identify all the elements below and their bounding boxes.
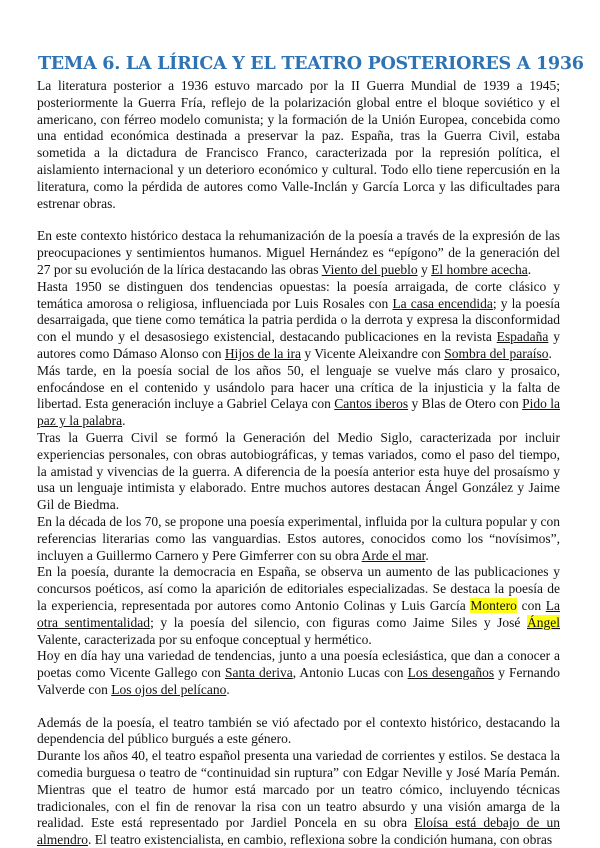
work-title: La casa encendida [392,295,493,311]
paragraph-democracia [37,564,560,648]
paragraph-medio-siglo [37,430,560,514]
text-segment: Hasta 1950 se distinguen dos tendencias opuestas: la poesía arraigada, de corte clásico y temática amorosa o religiosa, influenciada por Luis Rosales con [37,278,560,311]
text-segment: . [226,681,230,697]
text-segment: , Antonio Lucas con [292,665,408,681]
paragraph-tendencias-actuales [37,648,560,698]
paragraph-context-historico [37,78,560,212]
work-title: Los desengaños [407,665,495,681]
text-segment: y Vicente Aleixandre con [300,345,445,361]
text-segment: . El teatro existencialista, en cambio, reflexiona sobre la condición humana, con obras [87,832,553,848]
paragraph-poesia-arraigada [37,279,560,363]
text-segment: En la década de los 70, se propone una poesía experimental, influida por la cultura popular y con referencias literarias como las vanguardias. Estos autores, conocidos como los “novísimos”, incluyen a Guillermo Carnero y Pere Gimferrer con su obra [37,513,560,563]
text-segment: . [548,345,552,361]
text-segment: Además de la poesía, el teatro también se vió afectado por el contexto histórico, destacando la dependencia del público burgués a este género. [37,714,560,747]
text-segment: y autores como Dámaso Alonso con [37,329,561,361]
paragraph-novisimos [37,514,560,564]
work-title: Viento del pueblo [321,261,418,277]
paragraph-rehumanizacion [37,228,560,278]
work-title: Arde el mar [361,547,426,563]
paragraph-poesia-social [37,363,560,430]
text-segment: ; y la poesía del silencio, con figuras como Jaime Siles y José [150,614,527,630]
work-title: Sombra del paraíso [444,345,549,361]
text-segment: Hoy en día hay una variedad de tendencias, junto a una poesía eclesiástica, que dan a conocer a poetas como Vicente Gallego con [37,648,560,681]
text-segment: . [527,261,532,277]
work-title: Los ojos del pelícano [111,681,227,697]
text-segment: y Fernando Valverde con [37,665,560,697]
text-segment: En este contexto histórico destaca la rehumanización de la poesía a través de la expresión de las preocupaciones y sentimientos humanos. Miguel Hernández es “epígono” de la generación del 27 por su evolución de la lírica destacando las obras [37,228,560,277]
text-segment: Durante los años 40, el teatro español presenta una variedad de corrientes y estilos. Se destaca la comedia burguesa o teatro de “continuidad sin ruptura” con Edgar Neville y José María Pemán. Mientras que el teatro de humor está marcado por un teatro cómico, incluyendo técnicas tradicionales, con el fin de renovar la risa con un teatro absurdo y una visión amarga de la realidad. Este está representado por Jardiel Poncela en su obra [37,748,560,831]
work-title: Santa deriva [224,665,293,681]
highlighted-work-title: Ángel [527,614,560,630]
work-title: Espadaña [496,329,549,345]
text-segment: La literatura posterior a 1936 estuvo marcado por la II Guerra Mundial de 1939 a 1945; posteriormente la Guerra Fría, reflejo de la polarización global entre el bloque soviético y el americano, con férreo modelo comunista; y la formación de la Unión Europea, concebida como una entidad económica destinada a preservar la paz. España, tras la Guerra Civil, estaba sometida a la dictadura de Francisco Franco, caracterizada por la represión política, el aislamiento internacional y un deterioro económico y cultural. Todo ello tiene repercusión en la literatura, como la pérdida de autores como Valle-Inclán y García Lorca y las dificultades para estrenar obras. [37,78,560,211]
text-segment: con [516,597,546,613]
text-segment: . [122,413,126,429]
document-body [37,78,560,848]
text-segment: . [425,547,429,563]
work-title: El hombre acecha [431,261,528,277]
text-segment: Valente, caracterizada por su enfoque conceptual y hermético. [37,631,372,647]
work-title: Eloísa está debajo de un almendro [37,815,560,848]
work-title: La otra sentimentalidad [37,597,560,630]
work-title: Cantos iberos [334,396,409,412]
text-segment: En la poesía, durante la democracia en España, se observa un aumento de las publicaciones y concursos poéticos, así como la aparición de editoriales especializadas. Se destaca la poesía de la experiencia, representada por autores como Antonio Colinas y Luis García [37,564,560,613]
text-segment: y [417,261,432,277]
text-segment: Tras la Guerra Civil se formó la Generación del Medio Siglo, caracterizada por incluir experiencias personales, con obras autobiográficas, y temas variados, como el paso del tiempo, la amistad y vivencias de la guerra. A diferencia de la poesía anterior esta huye del prosaísmo y usa un lenguaje intimista y elaborado. Entre muchos autores destacan Ángel González y Jaime Gil de Biedma. [37,429,560,513]
text-segment: y Blas de Otero con [408,396,523,412]
text-segment: Más tarde, en la poesía social de los años 50, el lenguaje se vuelve más claro y prosaico, enfocándose en el contenido y usándolo para hacer una crítica de la injusticia y la falta de libertad. Esta generación incluye a Gabriel Celaya con [37,362,560,412]
text-segment: ; y la poesía desarraigada, que tiene como temática la patria perdida o la derrota y expresa la disconformidad con el mundo y el desasosiego existencial, destacando publicaciones en la revista [37,295,561,345]
highlighted-text: Montero [470,597,517,613]
paragraph-teatro-40 [37,748,560,848]
work-title: Hijos de la ira [224,345,301,361]
page-title: TEMA 6. LA LÍRICA Y EL TEATRO POSTERIORES A 1936 [38,53,584,74]
paragraph-teatro-intro [37,715,560,749]
work-title: Pido la paz y la palabra [37,396,560,429]
